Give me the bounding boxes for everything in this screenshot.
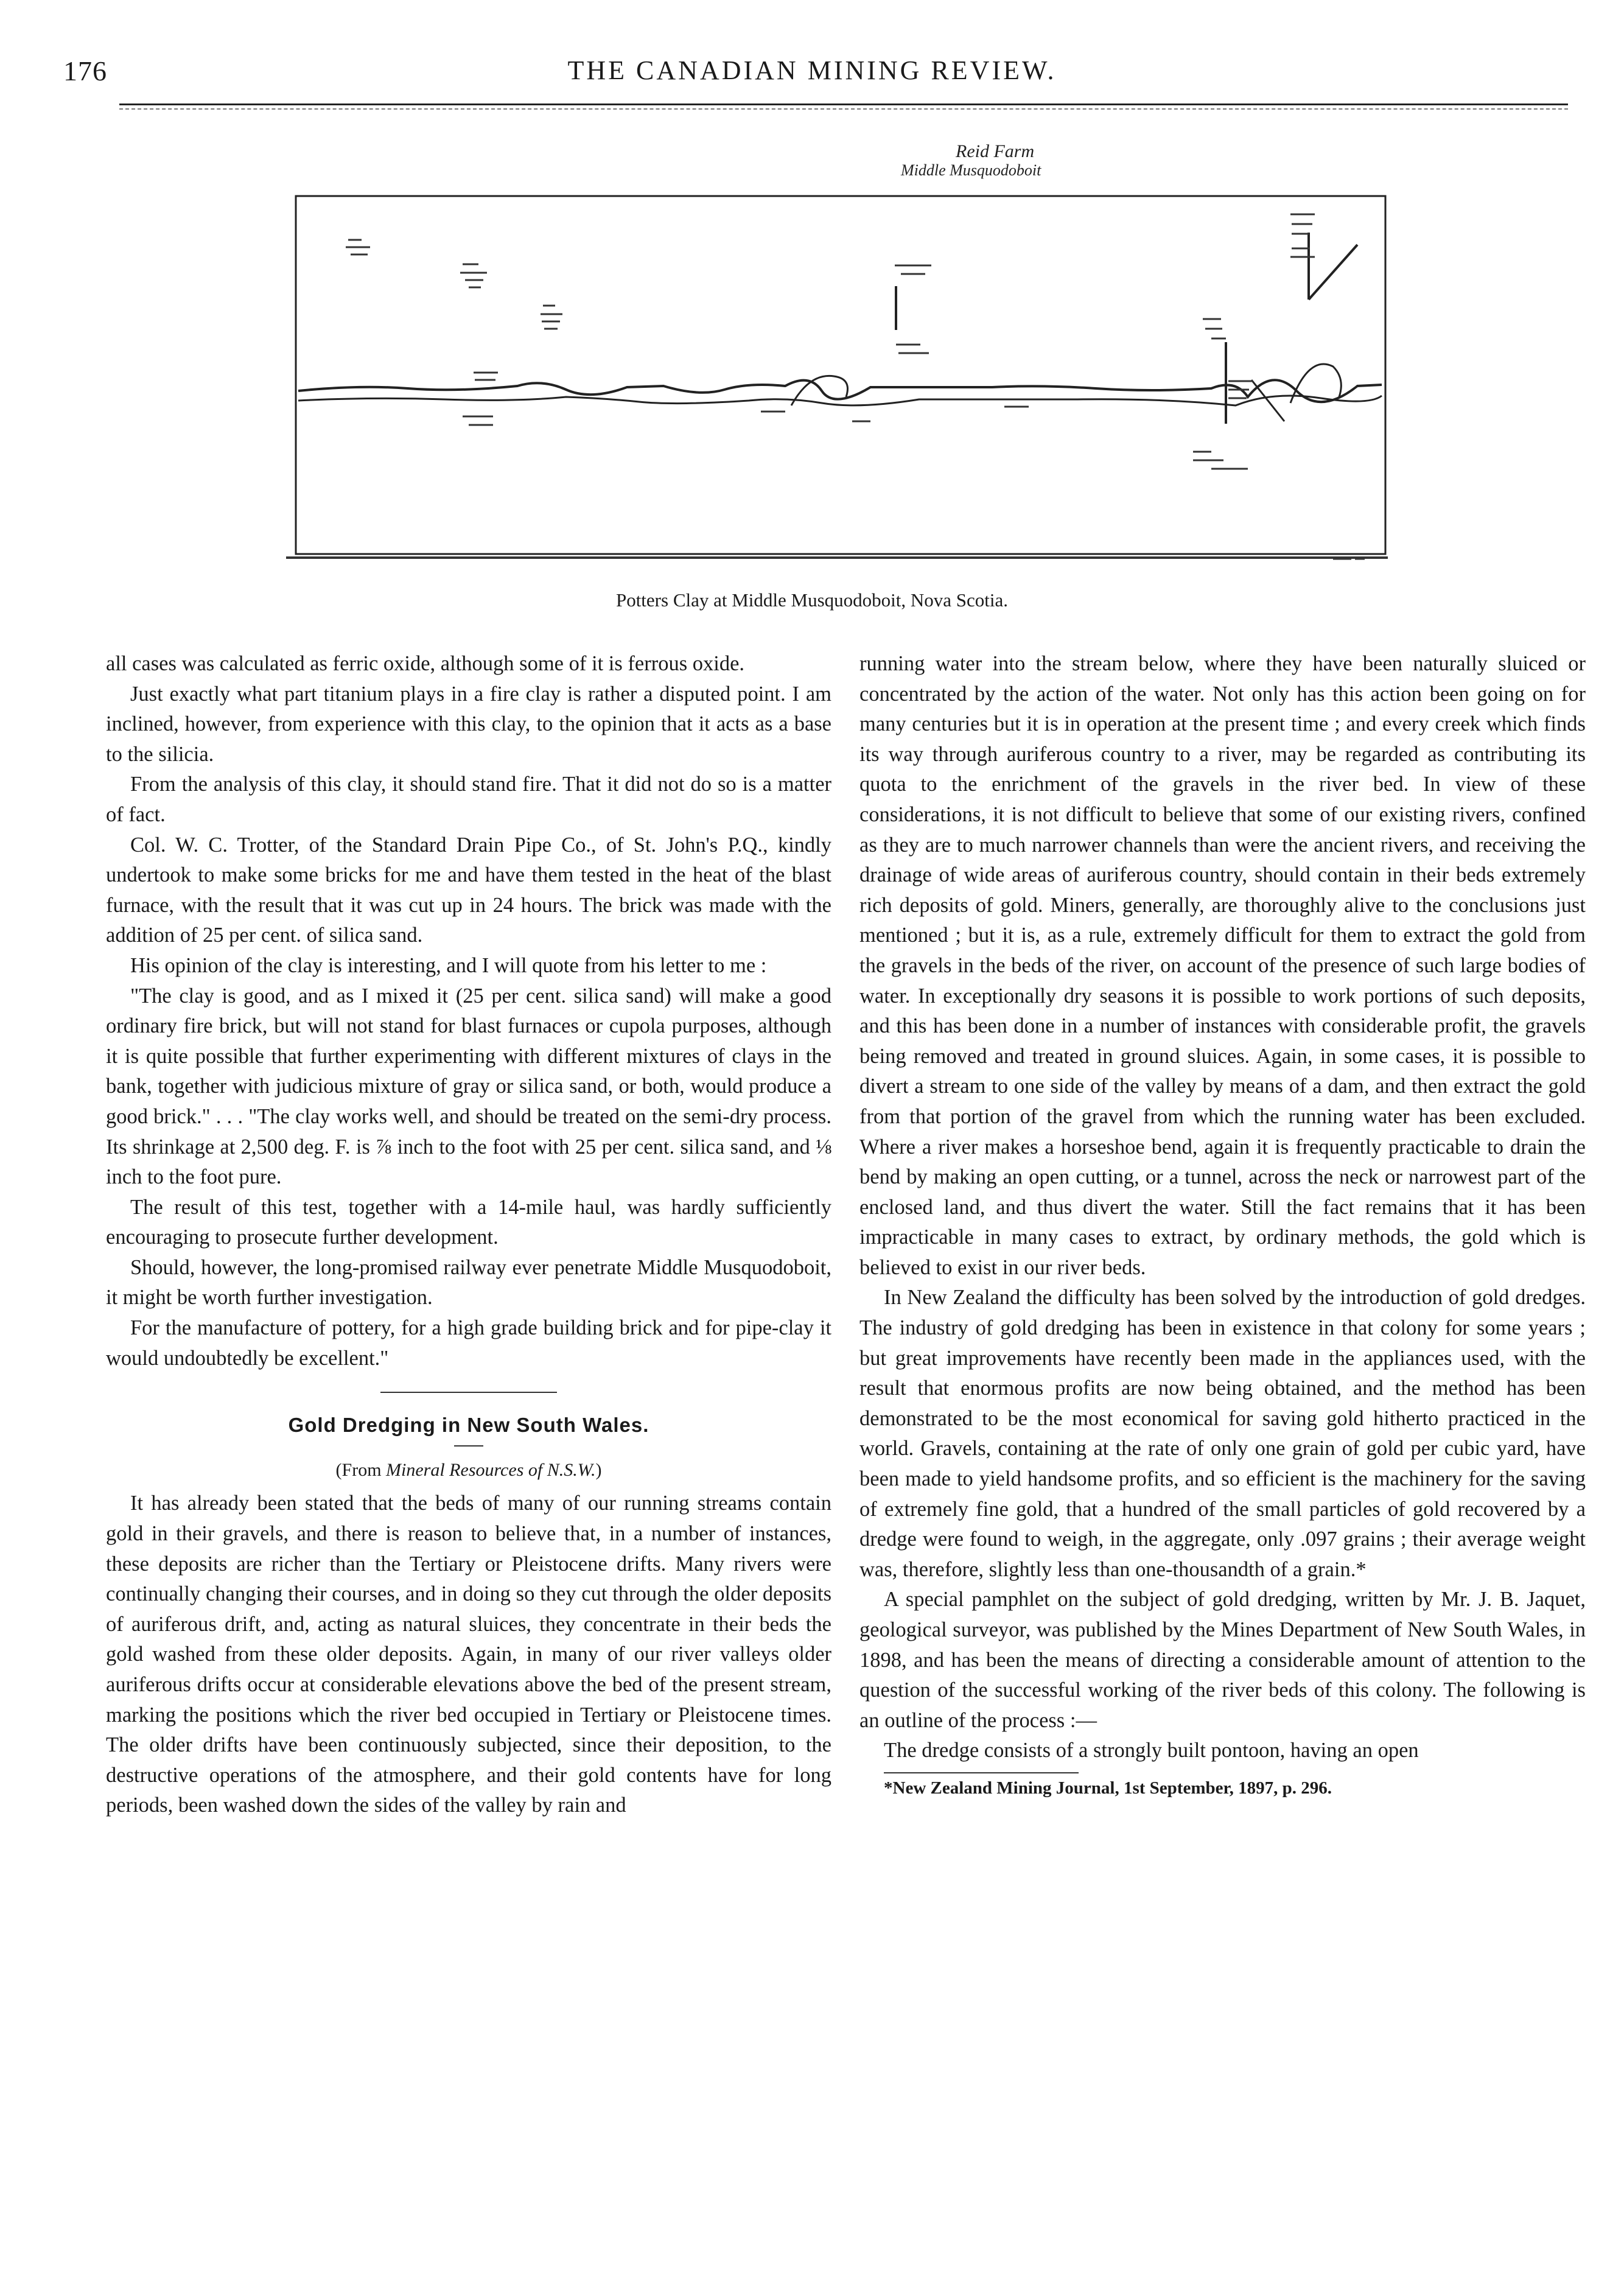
left-column — [106, 649, 831, 1821]
figure-title-line2: Middle Musquodoboit — [901, 161, 1041, 179]
paragraph: For the manufacture of pottery, for a high grade building brick and for pipe-clay it would undoubtedly be excellent." — [106, 1316, 831, 1370]
figure-caption: Potters Clay at Middle Musquodoboit, Nova Scotia. — [615, 589, 1009, 611]
paragraph: all cases was calculated as ferric oxide, although some of it is ferrous oxide. — [106, 652, 745, 675]
paragraph: It has already been stated that the beds of many of our running streams contain gold in their gravels, and there is reason to believe that, in a number of instances, these deposits are richer than the Tertiary or Pleistocene drifts. Many rivers were continually changing their courses, and in doing so they cut through the older deposits of auriferous drift, and, acting as natural sluices, they concentrate in their beds the gold washed from these older deposits. Again, in many of our river valleys older auriferous drifts occur at considerable elevations above the bed of the present stream, marking the positions which the river bed occupied in Tertiary or Pleistocene times. The older drifts have been continuously subjected, since their deposition, to the destructive operations of the atmosphere, and their gold contents have for long periods, been washed down the sides of the valley by rain and — [106, 1492, 831, 1817]
paragraph: The result of this test, together with a 14-mile haul, was hardly sufficiently encouraging to prosecute further development. — [106, 1195, 831, 1249]
paragraph: His opinion of the clay is interesting, and I will quote from his letter to me : — [130, 953, 767, 977]
paragraph: The dredge consists of a strongly built pontoon, having an open — [884, 1739, 1419, 1762]
shaft-4 — [1309, 245, 1357, 300]
paragraph: Col. W. C. Trotter, of the Standard Drain Pipe Co., of St. John's P.Q., kindly undertook to make some bricks for me and have them tested in the heat of the blast furnace, with the result that it was cut up in 24 hours. The brick was made with the addition of 25 per cent. of silica sand. — [106, 833, 831, 947]
title-dash — [454, 1445, 483, 1447]
stream-profile-lower — [298, 396, 1382, 405]
paragraph: From the analysis of this clay, it should stand fire. That it did not do so is a matter of fact. — [106, 773, 831, 826]
page-number: 176 — [63, 55, 107, 86]
stream-profile — [298, 380, 1382, 402]
quoted-letter: "The clay is good, and as I mixed it (25 per cent. silica sand) will make a good ordinary fire brick, but will not stand for blast furnaces or cupola purposes, although it is quite possible that further experimenting with different mixtures of clays in the bank, together with judicious mixture of gray or silica sand, or both, would produce a good brick." . . . "The clay works well, and should be treated on the semi-dry process. Its shrinkage at 2,500 deg. F. is ⅞ inch to the foot with 25 per cent. silica sand, and ⅛ inch to the foot pure. — [106, 984, 831, 1189]
paragraph: In New Zealand the difficulty has been solved by the introduction of gold dredges. The industry of gold dredging has been in existence in that colony for some years ; but great improvements have recently been made in the appliances used, with the result that enormous profits are now being obtained, and the method has been demonstrated to be the most economical for saving gold hitherto practiced in the world. Gravels, containing at the rate of only one grain of gold per cubic yard, have been made to yield handsome profits, and so efficient is the machinery for the saving of extremely fine gold, that a hundred of the small particles of gold recovered by a dredge were found to weigh, in the aggregate, only .097 grains ; their average weight was, therefore, slightly less than one-thousandth of a grain.* — [859, 1286, 1586, 1581]
section-divider — [380, 1392, 557, 1393]
source-suffix: ) — [595, 1459, 602, 1480]
clay-section-figure — [286, 135, 1430, 573]
paragraph: A special pamphlet on the subject of gold dredging, written by Mr. J. B. Jaquet, geological surveyor, was published by the Mines Department of New South Wales, in 1898, and has been the means of directing a considerable amount of attention to the question of the successful working of the river beds of this colony. The following is an outline of the process :— — [859, 1588, 1586, 1732]
footnote-rule — [884, 1772, 1079, 1773]
header-rule — [119, 103, 1568, 105]
figure-title-line1: Reid Farm — [956, 141, 1035, 161]
shaft-5 — [1251, 380, 1284, 421]
paragraph: Should, however, the long-promised railway ever penetrate Middle Musquodoboit, it might be worth further investigation. — [106, 1255, 831, 1310]
right-column — [859, 649, 1586, 1799]
paragraph: running water into the stream below, where they have been naturally sluiced or concentrated by the action of the water. Not only has this action been going on for many centuries but it is in operation at the present time ; and every creek which finds its way through auriferous country to a river, may be regarded as contributing its quota to the enrichment of the gravels in the river bed. In view of these considerations, it is not difficult to believe that some of our existing rivers, confined as they are to much narrower channels than were the ancient rivers, and receiving the drainage of wide areas of auriferous country, should contain in their beds extremely rich deposits of gold. Miners, generally, are thoroughly alive to the conclusions just mentioned ; but it is, as a rule, extremely difficult for them to extract the gold from the gravels in the beds of the river, on account of the presence of such large bodies of water. In exceptionally dry seasons it is possible to work portions of such deposits, and this has been done in a number of instances with considerable profit, the gravels being removed and treated in ground sluices. Again, in some cases, it is possible to divert a stream to one side of the valley by means of a dam, and then extract the gold from that portion of the gravel from which the running water has been excluded. Where a river makes a horseshoe bend, again it is frequently practicable to drain the bend by making an open cutting, or a tunnel, across the neck or narrowest part of the enclosed land, and thus divert the water. Still the fact remains that it has been impracticable in many cases to extract, by ordinary methods, the gold which is believed to exist in our river beds. — [859, 652, 1586, 1279]
footnote: *New Zealand Mining Journal, 1st September, 1897, p. 296. — [884, 1778, 1332, 1798]
article-source — [106, 1455, 831, 1485]
journal-title: THE CANADIAN MINING REVIEW. — [567, 55, 1057, 85]
article-title: Gold Dredging in New South Wales. — [288, 1414, 649, 1437]
paragraph: Just exactly what part titanium plays in a fire clay is rather a disputed point. I am inclined, however, from experience with this clay, to the opinion that it acts as a base to the silicia. — [106, 682, 831, 766]
figure-frame — [296, 196, 1385, 554]
source-prefix: (From — [335, 1459, 387, 1480]
header-rule-dashed — [119, 108, 1568, 110]
source-title: Mineral Resources of N.S.W. — [386, 1459, 596, 1480]
